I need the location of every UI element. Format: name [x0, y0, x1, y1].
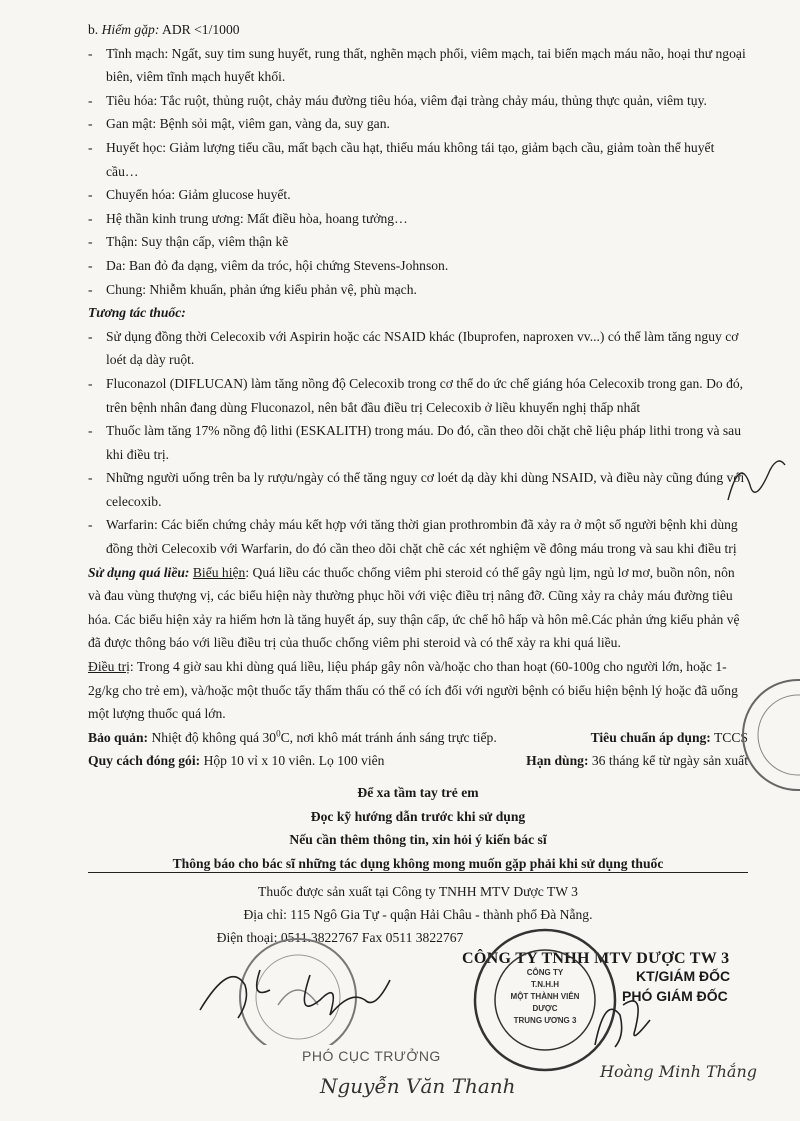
stamp-text: CÔNG TY [526, 968, 564, 977]
packing-row [88, 749, 748, 773]
adr-rare-heading: b. Hiếm gặp: ADR <1/1000 [88, 22, 240, 37]
list-item: - Thuốc làm tăng 17% nồng độ lithi (ESKALITH) trong máu. Do đó, cần theo dõi chặt chẽ liệu pháp lithi trong và sau khi điều trị. [88, 419, 748, 466]
list-item: - Chuyển hóa: Giảm glucose huyết. [88, 183, 748, 207]
director-name: Hoàng Minh Thắng [600, 1062, 758, 1081]
overdose-signs: Sử dụng quá liều: Biểu hiện: Quá liều các thuốc chống viêm phi steroid có thể gây ngủ lịm, ngủ lơ mơ, buồn nôn, nôn và đau vùng thượng vị, các biểu hiện này thường phục hồi với việc điều trị nâng đỡ. Cũng xảy ra chảy máu đường tiêu hóa. Các biểu hiện xảy ra hiếm hơn là tăng huyết áp, suy thận cấp, ức chế hô hấp và hôn mê.Các phản ứng kiểu phản vệ đã được thông báo với liều điều trị của thuốc chống viêm phi steroid và có thể xảy ra khi quá liều. [88, 564, 740, 651]
standard-info: Tiêu chuẩn áp dụng: TCCS [590, 729, 748, 745]
list-item: - Da: Ban đỏ đa dạng, viêm da tróc, hội chứng Stevens-Johnson. [88, 254, 748, 278]
margin-stamp [736, 670, 800, 800]
divider [88, 872, 748, 873]
storage-row [88, 726, 748, 750]
overdose-treatment: Điều trị: Trong 4 giờ sau khi dùng quá liều, liệu pháp gây nôn và/hoặc cho than hoạt (60-100g cho người lớn, hoặc 1-2g/kg cho trẻ em), và/hoặc một thuốc tẩy thẩm thấu có thể có ích đối với người bệnh có biểu hiện bệnh lý hoặc đã uống một lượng thuốc quá lớn. [88, 659, 738, 722]
document-body [88, 18, 748, 875]
director-signature [575, 985, 665, 1055]
manufacturer-line-1: Thuốc được sản xuất tại Công ty TNHH MTV Dược TW 3 [258, 884, 578, 899]
signer-role-2: PHÓ GIÁM ĐỐC [622, 988, 728, 1004]
list-item: - Tiêu hóa: Tắc ruột, thủng ruột, chảy máu đường tiêu hóa, viêm đại tràng chảy máu, thủng thực quản, viêm tụy. [88, 89, 748, 113]
list-item: - Gan mật: Bệnh sỏi mật, viêm gan, vàng da, suy gan. [88, 112, 748, 136]
margin-signature [720, 445, 790, 515]
list-item: - Fluconazol (DIFLUCAN) làm tăng nồng độ Celecoxib trong cơ thể do ức chế giáng hóa Celecoxib trong gan. Do đó, trên bệnh nhân đang dùng Fluconazol, nên bắt đầu điều trị Celecoxib ở liều khuyến nghị thấp nhất [88, 372, 748, 419]
list-item: - Hệ thần kinh trung ương: Mất điều hòa, hoang tưởng… [88, 207, 748, 231]
stamp-text: T.N.H.H [531, 980, 559, 989]
manufacturer-phone: Điện thoại: 0511.3822767 Fax 0511 3822767 [216, 930, 464, 945]
warning-line: Nếu cần thêm thông tin, xin hỏi ý kiến bác sĩ [289, 832, 547, 848]
warning-line: Để xa tầm tay trẻ em [357, 785, 479, 800]
company-name: CÔNG TY TNHH MTV DƯỢC TW 3 [462, 950, 730, 967]
storage-info: Bảo quản: Nhiệt độ không quá $30^0C$, nơi khô mát tránh ánh sáng trực tiếp. [88, 728, 497, 745]
warning-line: Đọc kỹ hướng dẫn trước khi sử dụng [310, 808, 526, 824]
list-item: - Những người uống trên ba ly rượu/ngày có thể tăng nguy cơ loét dạ dày khi dùng NSAID, và điều này cũng đúng với celecoxib. [88, 466, 748, 513]
adr-rare-list [88, 42, 748, 302]
warning-line: Thông báo cho bác sĩ những tác dụng không mong muốn gặp phải khi sử dụng thuốc [172, 855, 664, 871]
interactions-title: Tương tác thuốc: [88, 305, 186, 321]
list-item: - Warfarin: Các biến chứng chảy máu kết hợp với tăng thời gian prothrombin đã xảy ra ở một số người bệnh khi dùng đồng thời Celecoxib với Warfarin, do đó cần theo dõi chặt chẽ các xét nghiệm về đông máu trong và sau khi điều trị [88, 513, 748, 560]
interactions-list [88, 325, 748, 561]
agency-signature [190, 940, 420, 1030]
expiry-info: Hạn dùng: 36 tháng kể từ ngày sản xuất [526, 753, 748, 769]
agency-role: PHÓ CỤC TRƯỞNG [302, 1048, 441, 1064]
stamp-text: DƯỢC [532, 1004, 558, 1013]
agency-signer-name: Nguyễn Văn Thanh [320, 1074, 516, 1098]
list-item: - Sử dụng đồng thời Celecoxib với Aspirin hoặc các NSAID khác (Ibuprofen, naproxen vv...) có thể làm tăng nguy cơ loét dạ dày ruột. [88, 325, 748, 372]
packing-info: Quy cách đóng gói: Hộp 10 vỉ x 10 viên. Lọ 100 viên [88, 753, 385, 769]
manufacturer-address: Địa chỉ: 115 Ngô Gia Tự - quận Hải Châu - thành phố Đà Nẵng. [243, 907, 593, 922]
signer-role-1: KT/GIÁM ĐỐC [636, 968, 731, 984]
list-item: - Tĩnh mạch: Ngất, suy tim sung huyết, rung thất, nghẽn mạch phổi, viêm mạch, tai biến mạch máu não, hoại thư ngoại biên, viêm tĩnh mạch huyết khối. [88, 42, 748, 89]
list-item: - Chung: Nhiễm khuẩn, phản ứng kiểu phản vệ, phù mạch. [88, 278, 748, 302]
stamp-text: TRUNG ƯƠNG 3 [513, 1016, 577, 1025]
list-item: - Thận: Suy thận cấp, viêm thận kẽ [88, 230, 748, 254]
stamp-text: MỘT THÀNH VIÊN [510, 992, 580, 1001]
list-item: - Huyết học: Giảm lượng tiểu cầu, mất bạch cầu hạt, thiếu máu không tái tạo, giảm bạch cầu, giảm toàn thể huyết cầu… [88, 136, 748, 183]
